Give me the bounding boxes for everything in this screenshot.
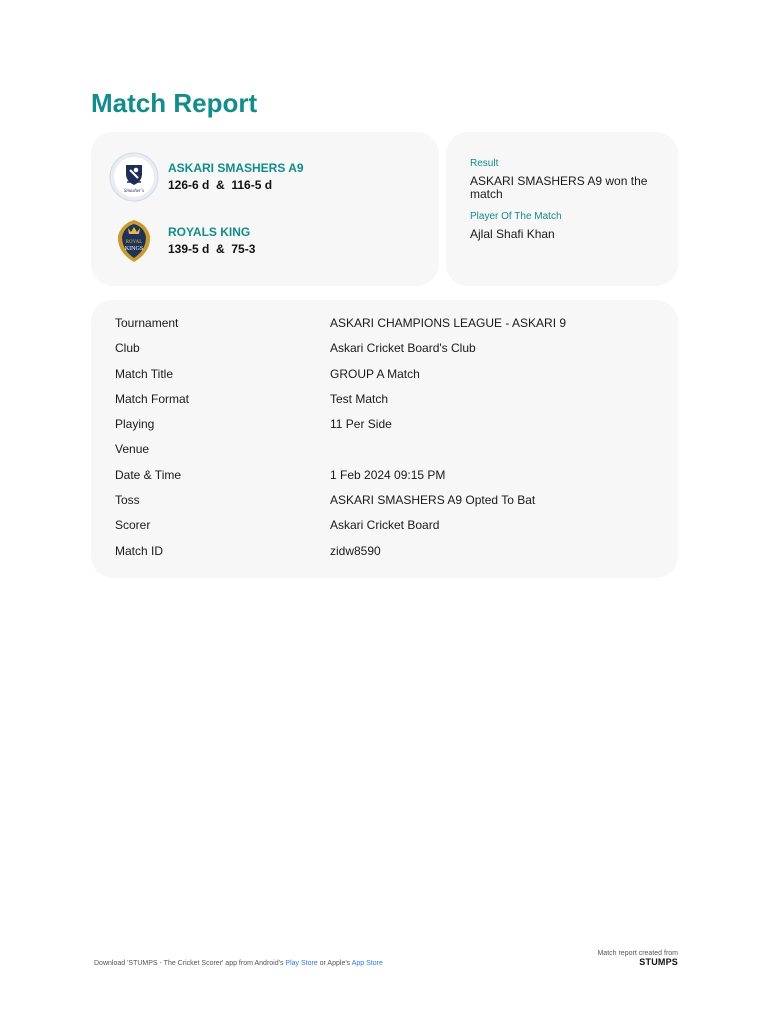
detail-key: Venue — [115, 442, 150, 457]
detail-key: Club — [115, 341, 140, 356]
detail-key: Date & Time — [115, 467, 182, 482]
download-text-middle: or Apple's — [317, 960, 352, 967]
detail-key: Scorer — [115, 518, 151, 533]
detail-key: Match Title — [115, 366, 174, 381]
detail-value: ASKARI CHAMPIONS LEAGUE - ASKARI 9 — [330, 316, 567, 330]
detail-row — [115, 493, 655, 518]
player-of-match-label: Player Of The Match — [470, 211, 562, 222]
app-store-link[interactable]: App Store — [351, 960, 383, 967]
detail-row — [115, 518, 655, 543]
team-score: 126-6 d & 116-5 d — [168, 178, 273, 192]
detail-value: Askari Cricket Board's Club — [330, 341, 476, 356]
detail-row — [115, 316, 655, 341]
download-footer — [94, 960, 383, 967]
detail-value: GROUP A Match — [330, 366, 420, 381]
detail-key: Tournament — [115, 316, 179, 330]
detail-row — [115, 392, 655, 417]
detail-key: Match Format — [115, 391, 190, 406]
player-of-match-value: Ajlal Shafi Khan — [470, 227, 555, 241]
team-row — [109, 152, 429, 202]
team-row — [109, 216, 429, 266]
download-text: Download 'STUMPS - The Cricket Scorer' app from Android's — [94, 960, 286, 967]
detail-key: Playing — [115, 417, 155, 432]
teams-card — [91, 132, 439, 286]
detail-value: Test Match — [330, 391, 389, 406]
detail-key: Match ID — [115, 543, 164, 558]
stumps-brand: STUMPS — [639, 957, 678, 967]
smashers-logo-icon — [109, 152, 159, 202]
detail-row — [115, 544, 655, 569]
result-label: Result — [470, 158, 499, 169]
created-from-footer — [597, 950, 678, 967]
created-from-label: Match report created from — [597, 950, 678, 957]
royal-kings-logo-icon — [109, 216, 159, 266]
detail-row — [115, 341, 655, 366]
detail-value: zidw8590 — [330, 543, 381, 558]
result-card — [446, 132, 678, 286]
team-score: 139-5 d & 75-3 — [168, 242, 256, 256]
svg-text:KINGS: KINGS — [124, 246, 144, 252]
detail-value: Askari Cricket Board — [330, 518, 440, 533]
detail-row — [115, 417, 655, 442]
detail-row — [115, 442, 655, 467]
svg-text:Smasher's: Smasher's — [123, 189, 145, 194]
page-title: Match Report — [91, 88, 258, 118]
detail-row — [115, 367, 655, 392]
play-store-link[interactable]: Play Store — [285, 960, 318, 967]
match-details-card — [91, 300, 678, 578]
team-name: ROYALS KING — [168, 225, 251, 239]
result-value: ASKARI SMASHERS A9 won the match — [470, 174, 648, 201]
svg-text:ROYAL: ROYAL — [125, 240, 143, 245]
details-list — [115, 316, 655, 569]
detail-key: Toss — [115, 493, 140, 508]
detail-row — [115, 468, 655, 493]
detail-value: 1 Feb 2024 09:15 PM — [330, 467, 446, 482]
detail-value: ASKARI SMASHERS A9 Opted To Bat — [330, 493, 536, 508]
detail-value: 11 Per Side — [330, 417, 392, 432]
team-name: ASKARI SMASHERS A9 — [168, 161, 304, 175]
